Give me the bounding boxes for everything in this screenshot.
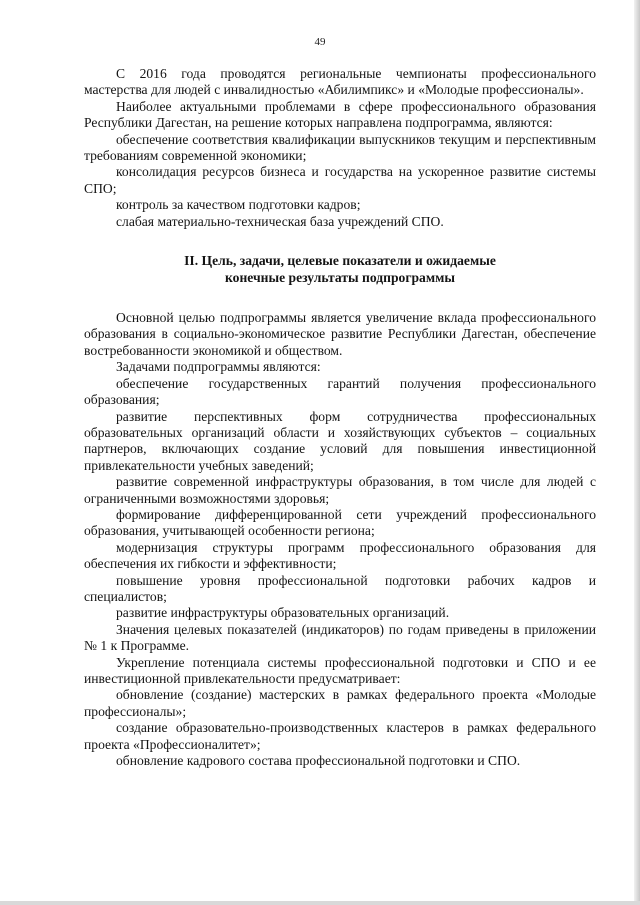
list-item: обновление (создание) мастерских в рамках федерального проекта «Молодые профессионалы»; [84, 687, 596, 719]
paragraph: Наиболее актуальными проблемами в сфере профессионального образования Республики Дагестан, на решение которых направлена подпрограмма, являются: [84, 98, 596, 131]
list-item: развитие перспективных форм сотрудничества профессиональных образовательных организаций области и хозяйствующих субъектов – социальных партнеров, включающих создание условий для повышения инвестиционной привлекательности учебных заведений; [84, 408, 596, 473]
section-heading-line-1: II. Цель, задачи, целевые показатели и ожидаемые [184, 253, 496, 269]
section-heading-line-2: конечные результаты подпрограммы [225, 270, 455, 286]
spacer [84, 286, 596, 310]
paragraph: Основной целью подпрограммы является увеличение вклада профессионального образования в социально-экономическое развитие Республики Дагестан, обеспечение востребованности экономикой и обществом. [84, 310, 596, 358]
list-item: консолидация ресурсов бизнеса и государства на ускоренное развитие системы СПО; [84, 164, 596, 196]
list-item: обновление кадрового состава профессиональной подготовки и СПО. [116, 753, 521, 769]
paragraph: Задачами подпрограммы являются: [116, 359, 321, 375]
document-body [84, 66, 596, 769]
list-item: создание образовательно-производственных кластеров в рамках федерального проекта «Профессионалитет»; [84, 720, 596, 752]
list-item: обеспечение соответствия квалификации выпускников текущим и перспективным требованиям современной экономики; [84, 131, 596, 164]
list-item: модернизация структуры программ профессионального образования для обеспечения их гибкости и эффективности; [84, 539, 596, 572]
list-item: развитие инфраструктуры образовательных организаций. [116, 605, 450, 621]
list-item: развитие современной инфраструктуры образования, в том числе для людей с ограниченными возможностями здоровья; [84, 474, 596, 506]
list-item: формирование дифференцированной сети учреждений профессионального образования, учитывающей особенности региона; [84, 506, 596, 539]
page-bottom-edge [0, 901, 640, 905]
list-item: повышение уровня профессиональной подготовки рабочих кадров и специалистов; [84, 572, 596, 604]
list-item: обеспечение государственных гарантий получения профессионального образования; [84, 375, 596, 408]
page-number: 49 [314, 36, 326, 48]
page-edge-shadow [634, 0, 640, 905]
paragraph: С 2016 года проводятся региональные чемпионаты профессионального мастерства для людей с инвалидностью «Абилимпикс» и «Молодые профессионалы». [84, 66, 596, 98]
spacer [84, 230, 596, 252]
list-item: контроль за качеством подготовки кадров; [116, 197, 361, 213]
paragraph: Укрепление потенциала системы профессиональной подготовки и СПО и ее инвестиционной привлекательности предусматривает: [84, 654, 596, 686]
paragraph: Значения целевых показателей (индикаторов) по годам приведены в приложении № 1 к Программе. [84, 621, 596, 654]
list-item: слабая материально-техническая база учреждений СПО. [116, 213, 444, 229]
